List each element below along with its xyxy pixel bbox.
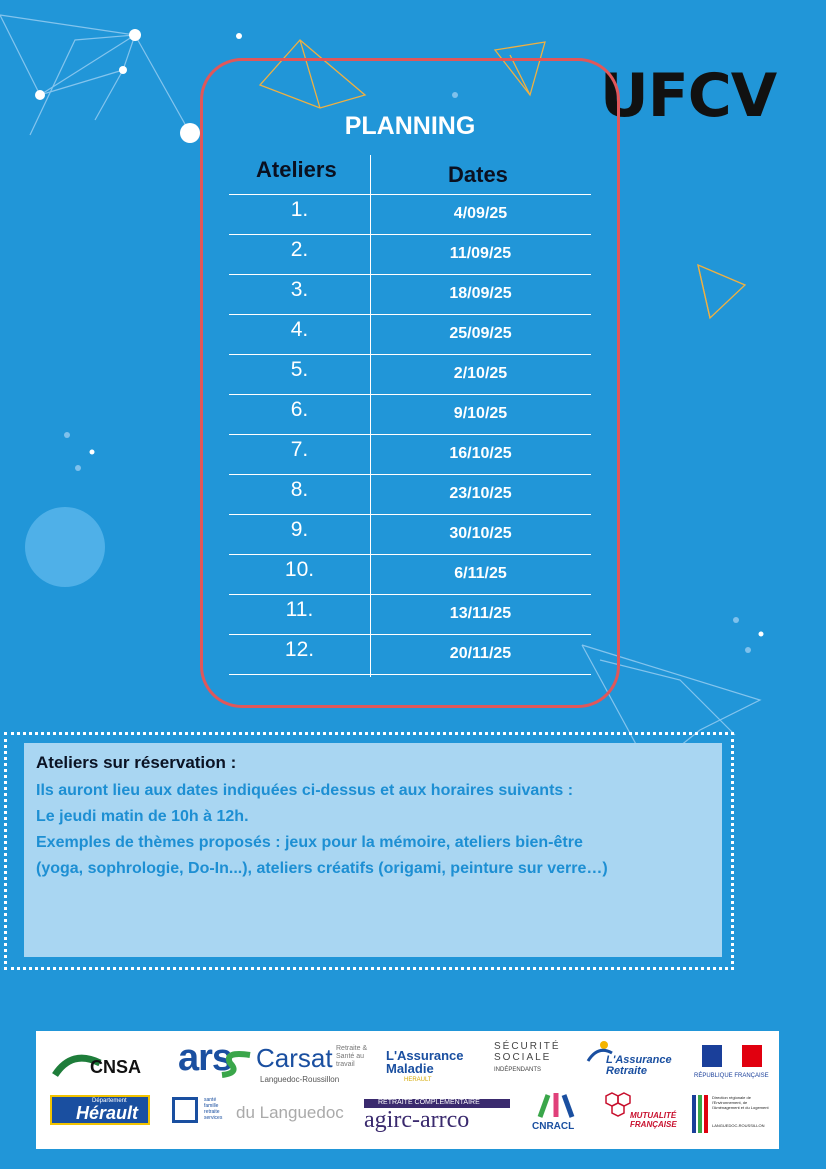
assurance-maladie-text: L'Assurance Maladie [386,1048,464,1076]
atelier-date: 4/09/25 [453,205,508,222]
atelier-number: 5. [290,358,309,381]
atelier-number: 1. [290,198,309,221]
dreal-bar-red [704,1095,708,1133]
cnracl-logo [530,1089,582,1133]
planning-row [229,195,591,235]
msa-lines: santé famille retraite services [204,1097,223,1121]
atelier-date: 25/09/25 [449,325,512,342]
atelier-date: 6/11/25 [454,565,507,582]
atelier-number: 11. [285,598,314,621]
atelier-date: 11/09/25 [449,245,512,262]
planning-row [229,635,591,675]
carsat-text: Carsat [256,1043,333,1073]
planning-row [229,275,591,315]
cnsa-logo [52,1045,164,1085]
atelier-date: 2/10/25 [453,365,508,382]
reservation-info [36,753,726,882]
carsat-logo [256,1043,368,1087]
republique-text: RÉPUBLIQUE FRANÇAISE [694,1073,769,1079]
msa-text: du Languedoc [236,1103,344,1122]
atelier-number: 9. [290,518,309,541]
dreal-bar-green [698,1095,702,1133]
atelier-date: 13/11/25 [449,605,512,622]
flag-blue [702,1045,722,1067]
agirc-arrco-logo [364,1099,514,1133]
herault-departement: Département [92,1098,127,1104]
reservation-line-3: Exemples de thèmes proposés : jeux pour la mémoire, ateliers bien-être [36,834,583,851]
agirc-text: agirc-arrco [364,1107,470,1133]
assurance-retraite-text: L'Assurance Retraite [606,1054,672,1077]
planning-row [229,595,591,635]
header-ateliers: Ateliers [256,157,337,182]
ars-swoosh-icon [218,1049,258,1079]
msa-logo [172,1097,352,1131]
atelier-number: 10. [284,558,315,581]
msa-square-icon [172,1097,198,1123]
planning-row [229,355,591,395]
agirc-top-text: RETRAITE COMPLÉMENTAIRE [378,1099,480,1106]
assurance-retraite-logo [584,1039,684,1079]
herault-logo [50,1095,150,1125]
cnsa-text: CNSA [90,1057,142,1077]
atelier-number: 6. [290,398,309,421]
mutualite-text: MUTUALITÉ FRANÇAISE [630,1111,677,1129]
republique-francaise-logo [692,1041,770,1085]
atelier-number: 4. [290,318,309,341]
reservation-line-4: (yoga, sophrologie, Do-In...), ateliers créatifs (origami, peinture sur verre…) [36,860,608,877]
dreal-bar-blue [692,1095,696,1133]
securite-sociale-sub: INDÉPENDANTS [494,1067,542,1073]
cnracl-text: CNRACL [532,1121,575,1132]
flag-white [722,1045,742,1067]
cnracl-figures-icon [534,1089,578,1119]
dreal-logo [692,1095,772,1139]
planning-row [229,435,591,475]
assurance-maladie-herault: HERAULT [404,1077,432,1083]
planning-title: PLANNING [344,112,476,140]
atelier-date: 30/10/25 [449,525,512,542]
planning-row [229,395,591,435]
carsat-region: Languedoc-Roussillon [260,1075,340,1084]
ufcv-logo: UFCV [600,61,777,131]
securite-sociale-logo [494,1041,564,1081]
planning-row [229,235,591,275]
atelier-number: 12. [284,638,315,661]
header-dates: Dates [448,162,508,187]
atelier-date: 18/09/25 [449,285,512,302]
atelier-date: 20/11/25 [449,645,512,662]
herault-text: Hérault [76,1103,139,1123]
planning-row [229,515,591,555]
atelier-number: 3. [290,278,309,301]
assurance-maladie-logo [378,1037,478,1085]
carsat-sub: Retraite & Santé au travail [336,1045,368,1068]
reservation-title: Ateliers sur réservation : [36,753,237,772]
planning-row [229,555,591,595]
planning-row [229,475,591,515]
dreal-text: Direction régionale de l'Environnement, de l'Aménagement et du Logement [712,1095,769,1110]
header-row [229,155,591,195]
reservation-line-2: Le jeudi matin de 10h à 12h. [36,808,249,825]
dreal-region: LANGUEDOC-ROUSSILLON [712,1123,765,1128]
mutualite-francaise-logo [602,1091,682,1135]
atelier-date: 16/10/25 [449,445,512,462]
atelier-number: 8. [290,478,309,501]
planning-row [229,315,591,355]
ars-text: ars [178,1037,233,1079]
flag-red [742,1045,762,1067]
securite-sociale-text: SÉCURITÉ SOCIALE [494,1041,561,1063]
row-divider [229,674,591,675]
atelier-number: 7. [290,438,309,461]
atelier-date: 9/10/25 [453,405,508,422]
ars-logo [160,1037,250,1085]
partner-logos-strip [36,1031,779,1149]
atelier-date: 23/10/25 [449,485,512,502]
reservation-line-1: Ils auront lieu aux dates indiquées ci-dessus et aux horaires suivants : [36,782,574,799]
atelier-number: 2. [290,238,309,261]
